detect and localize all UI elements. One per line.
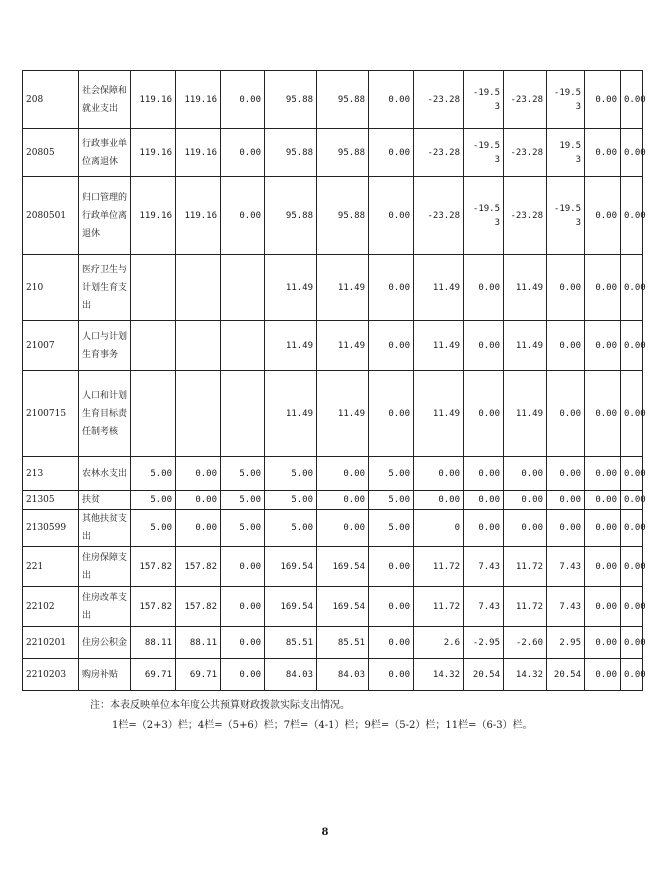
amount-cell: 0.00 — [464, 491, 504, 510]
amount-cell: 84.03 — [265, 659, 317, 691]
amount-cell: 0.00 — [464, 510, 504, 547]
amount-cell: 0.00 — [547, 491, 585, 510]
amount-cell: 0.00 — [621, 457, 643, 491]
amount-cell — [131, 371, 176, 457]
amount-cell: 11.49 — [504, 371, 547, 457]
amount-cell: 0.00 — [621, 177, 643, 255]
note-line-1: 注：本表反映单位本年度公共预算财政拨款实际支出情况。 — [90, 700, 350, 711]
row-code: 21007 — [23, 321, 79, 371]
amount-cell: 11.49 — [317, 321, 369, 371]
note-line-2: 1栏=（2+3）栏；4栏=（5+6）栏；7栏=（4-1）栏；9栏=（5-2）栏；11栏=（6-3）栏。 — [112, 720, 533, 731]
row-name: 购房补贴 — [79, 659, 131, 691]
amount-cell: 5.00 — [265, 457, 317, 491]
table-row — [23, 71, 643, 129]
amount-cell: 11.49 — [414, 255, 464, 321]
row-code: 213 — [23, 457, 79, 491]
amount-cell: 0.00 — [221, 547, 265, 587]
amount-cell: 0.00 — [221, 587, 265, 627]
amount-cell: 0.00 — [504, 491, 547, 510]
amount-cell: 7.43 — [547, 587, 585, 627]
amount-cell: 0.00 — [414, 491, 464, 510]
amount-cell: 0.00 — [621, 371, 643, 457]
amount-cell: 95.88 — [317, 129, 369, 177]
amount-cell: 11.49 — [265, 255, 317, 321]
row-code: 20805 — [23, 129, 79, 177]
amount-cell: -23.28 — [414, 177, 464, 255]
amount-cell: 0.00 — [317, 510, 369, 547]
amount-cell: 84.03 — [317, 659, 369, 691]
amount-cell: 0.00 — [504, 457, 547, 491]
amount-cell: 0.00 — [585, 71, 621, 129]
amount-cell: 11.49 — [414, 371, 464, 457]
amount-cell: -23.28 — [504, 129, 547, 177]
amount-cell: 0.00 — [585, 255, 621, 321]
amount-cell: 88.11 — [176, 627, 221, 659]
page-number: 8 — [321, 827, 329, 838]
amount-cell: 0.00 — [464, 457, 504, 491]
amount-cell: -19.5 3 — [547, 177, 585, 255]
amount-cell: 0.00 — [547, 457, 585, 491]
amount-cell: 0.00 — [221, 71, 265, 129]
amount-cell: 11.72 — [414, 547, 464, 587]
amount-cell: 0.00 — [369, 587, 414, 627]
amount-cell: 95.88 — [265, 177, 317, 255]
amount-cell: 69.71 — [176, 659, 221, 691]
amount-cell: 0.00 — [547, 255, 585, 321]
amount-cell: 7.43 — [464, 547, 504, 587]
amount-cell: 0.00 — [464, 371, 504, 457]
amount-cell: 157.82 — [131, 547, 176, 587]
amount-cell: 0.00 — [369, 371, 414, 457]
amount-cell — [221, 371, 265, 457]
amount-cell: -2.60 — [504, 627, 547, 659]
amount-cell: -19.5 3 — [464, 71, 504, 129]
amount-cell: 119.16 — [131, 71, 176, 129]
amount-cell: 5.00 — [369, 510, 414, 547]
amount-cell: 11.49 — [265, 371, 317, 457]
budget-table — [22, 70, 646, 691]
amount-cell: 0.00 — [369, 129, 414, 177]
amount-cell: 0.00 — [547, 321, 585, 371]
amount-cell: 0.00 — [464, 321, 504, 371]
amount-cell: 14.32 — [414, 659, 464, 691]
table-row — [23, 547, 643, 587]
table-row — [23, 510, 643, 547]
amount-cell: 0.00 — [585, 491, 621, 510]
table-row — [23, 627, 643, 659]
row-name: 扶贫 — [79, 491, 131, 510]
amount-cell — [176, 255, 221, 321]
amount-cell: 0.00 — [585, 457, 621, 491]
amount-cell — [221, 255, 265, 321]
amount-cell: -19.5 3 — [464, 129, 504, 177]
amount-cell: 95.88 — [265, 71, 317, 129]
amount-cell: -23.28 — [414, 71, 464, 129]
amount-cell: 157.82 — [176, 587, 221, 627]
amount-cell: 119.16 — [131, 177, 176, 255]
amount-cell: 119.16 — [131, 129, 176, 177]
amount-cell: -2.95 — [464, 627, 504, 659]
row-name: 人口与计划生育事务 — [79, 321, 131, 371]
row-name: 社会保障和就业支出 — [79, 71, 131, 129]
amount-cell: 0.00 — [585, 659, 621, 691]
amount-cell: 0.00 — [621, 71, 643, 129]
amount-cell: 11.49 — [414, 321, 464, 371]
amount-cell: 0 — [414, 510, 464, 547]
amount-cell: 0.00 — [585, 177, 621, 255]
amount-cell: 0.00 — [621, 587, 643, 627]
amount-cell: 20.54 — [547, 659, 585, 691]
amount-cell: 20.54 — [464, 659, 504, 691]
amount-cell: 0.00 — [317, 491, 369, 510]
amount-cell: 0.00 — [621, 547, 643, 587]
amount-cell: 0.00 — [585, 321, 621, 371]
table-row — [23, 587, 643, 627]
row-code: 2100715 — [23, 371, 79, 457]
table-row — [23, 371, 643, 457]
amount-cell: 11.49 — [317, 255, 369, 321]
amount-cell: 119.16 — [176, 177, 221, 255]
amount-cell: 0.00 — [504, 510, 547, 547]
amount-cell: 169.54 — [265, 547, 317, 587]
row-code: 2210201 — [23, 627, 79, 659]
amount-cell: 5.00 — [131, 510, 176, 547]
amount-cell: -23.28 — [504, 177, 547, 255]
amount-cell: 5.00 — [265, 510, 317, 547]
amount-cell: 0.00 — [547, 371, 585, 457]
amount-cell: 85.51 — [265, 627, 317, 659]
row-code: 2130599 — [23, 510, 79, 547]
amount-cell: 0.00 — [369, 627, 414, 659]
amount-cell: 11.49 — [504, 321, 547, 371]
amount-cell: 0.00 — [221, 627, 265, 659]
amount-cell: 0.00 — [585, 587, 621, 627]
amount-cell: 95.88 — [265, 129, 317, 177]
row-code: 21305 — [23, 491, 79, 510]
row-code: 2210203 — [23, 659, 79, 691]
amount-cell: 0.00 — [221, 129, 265, 177]
amount-cell: 95.88 — [317, 177, 369, 255]
amount-cell — [176, 321, 221, 371]
amount-cell: 5.00 — [131, 491, 176, 510]
row-name: 住房改革支出 — [79, 587, 131, 627]
amount-cell: 0.00 — [369, 71, 414, 129]
amount-cell: 0.00 — [221, 659, 265, 691]
amount-cell: 5.00 — [221, 510, 265, 547]
amount-cell: 95.88 — [317, 71, 369, 129]
amount-cell: 169.54 — [317, 587, 369, 627]
row-name: 行政事业单位离退休 — [79, 129, 131, 177]
amount-cell: 14.32 — [504, 659, 547, 691]
row-name: 农林水支出 — [79, 457, 131, 491]
amount-cell: 0.00 — [621, 129, 643, 177]
amount-cell: 0.00 — [317, 457, 369, 491]
amount-cell: 19.5 3 — [547, 129, 585, 177]
amount-cell: 169.54 — [265, 587, 317, 627]
amount-cell: 0.00 — [585, 510, 621, 547]
amount-cell — [221, 321, 265, 371]
table-body — [23, 71, 646, 691]
row-name: 医疗卫生与计划生育支出 — [79, 255, 131, 321]
row-name: 归口管理的行政单位离退休 — [79, 177, 131, 255]
amount-cell: 157.82 — [176, 547, 221, 587]
amount-cell: 5.00 — [221, 491, 265, 510]
amount-cell: -23.28 — [504, 71, 547, 129]
row-name: 住房保障支出 — [79, 547, 131, 587]
amount-cell: 0.00 — [621, 510, 643, 547]
amount-cell: 5.00 — [369, 491, 414, 510]
row-name: 其他扶贫支出 — [79, 510, 131, 547]
amount-cell: 0.00 — [369, 321, 414, 371]
table-row — [23, 255, 643, 321]
amount-cell: 0.00 — [621, 321, 643, 371]
amount-cell: 0.00 — [585, 547, 621, 587]
table-row — [23, 457, 643, 491]
amount-cell: -23.28 — [414, 129, 464, 177]
amount-cell: 119.16 — [176, 71, 221, 129]
table-row — [23, 129, 643, 177]
row-code: 210 — [23, 255, 79, 321]
amount-cell: 0.00 — [464, 255, 504, 321]
amount-cell: 0.00 — [621, 627, 643, 659]
table-row — [23, 659, 643, 691]
amount-cell — [176, 371, 221, 457]
row-name: 人口和计划生育目标责任制考核 — [79, 371, 131, 457]
amount-cell: 157.82 — [131, 587, 176, 627]
amount-cell: 0.00 — [621, 491, 643, 510]
amount-cell: 11.49 — [265, 321, 317, 371]
row-code: 208 — [23, 71, 79, 129]
amount-cell: 0.00 — [369, 659, 414, 691]
amount-cell: 85.51 — [317, 627, 369, 659]
row-code: 2080501 — [23, 177, 79, 255]
amount-cell: 7.43 — [464, 587, 504, 627]
amount-cell: 0.00 — [176, 491, 221, 510]
amount-cell: 11.49 — [317, 371, 369, 457]
amount-cell: 0.00 — [176, 510, 221, 547]
row-code: 22102 — [23, 587, 79, 627]
amount-cell: 2.6 — [414, 627, 464, 659]
table-row — [23, 321, 643, 371]
amount-cell: 88.11 — [131, 627, 176, 659]
amount-cell: 5.00 — [221, 457, 265, 491]
amount-cell: -19.5 3 — [464, 177, 504, 255]
amount-cell: 0.00 — [585, 627, 621, 659]
amount-cell: 11.49 — [504, 255, 547, 321]
amount-cell: 69.71 — [131, 659, 176, 691]
amount-cell — [131, 255, 176, 321]
amount-cell: 0.00 — [585, 129, 621, 177]
amount-cell: 0.00 — [621, 255, 643, 321]
amount-cell: 2.95 — [547, 627, 585, 659]
row-name: 住房公积金 — [79, 627, 131, 659]
amount-cell: 169.54 — [317, 547, 369, 587]
amount-cell: 0.00 — [369, 255, 414, 321]
amount-cell: 5.00 — [131, 457, 176, 491]
amount-cell: 0.00 — [621, 659, 643, 691]
amount-cell: 11.72 — [504, 547, 547, 587]
table-note — [90, 696, 533, 736]
amount-cell — [131, 321, 176, 371]
amount-cell: 0.00 — [369, 177, 414, 255]
amount-cell: 0.00 — [369, 547, 414, 587]
amount-cell: -19.5 3 — [547, 71, 585, 129]
amount-cell: 5.00 — [369, 457, 414, 491]
amount-cell: 11.72 — [504, 587, 547, 627]
amount-cell: 7.43 — [547, 547, 585, 587]
amount-cell: 11.72 — [414, 587, 464, 627]
amount-cell: 0.00 — [414, 457, 464, 491]
table-row — [23, 491, 643, 510]
amount-cell: 5.00 — [265, 491, 317, 510]
amount-cell: 0.00 — [221, 177, 265, 255]
amount-cell: 0.00 — [585, 371, 621, 457]
row-code: 221 — [23, 547, 79, 587]
amount-cell: 0.00 — [176, 457, 221, 491]
amount-cell: 0.00 — [547, 510, 585, 547]
amount-cell: 119.16 — [176, 129, 221, 177]
table-row — [23, 177, 643, 255]
